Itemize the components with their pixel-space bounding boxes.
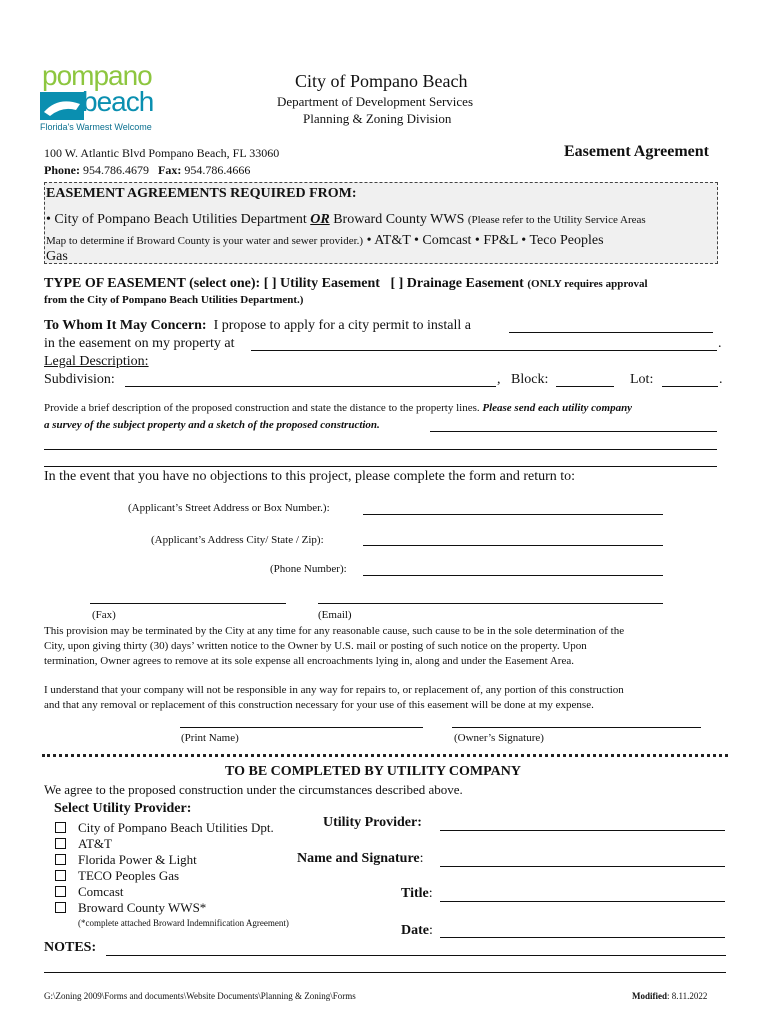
logo-word-beach: beach	[82, 86, 154, 117]
department-name: Department of Development Services	[277, 94, 474, 109]
logo-word-pompano: pompano	[42, 60, 152, 91]
city-title: City of Pompano Beach	[295, 71, 468, 91]
provision-line-2: City, upon giving thirty (30) days’ written notice to the Owner by U.S. mail or posting of such notice on the property. Upon	[44, 640, 587, 652]
lot-period: .	[719, 372, 723, 387]
provision-line-3: termination, Owner agrees to remove at its sole expense all encroachments lying in, along and under the Easement Area.	[44, 655, 574, 667]
description-line-1	[44, 402, 632, 414]
phone-label: Phone:	[44, 163, 80, 177]
fish-icon	[40, 92, 84, 120]
applicant-street-field[interactable]	[363, 514, 663, 515]
applicant-city-label: (Applicant’s Address City/ State / Zip):	[151, 534, 324, 546]
provider-option-comcast: Comcast	[78, 884, 124, 899]
description-instruction: Provide a brief description of the proposed construction and state the distance to the property lines.	[44, 402, 480, 414]
document-title: Easement Agreement	[564, 143, 709, 160]
block-label: Block:	[511, 372, 549, 387]
required-note-2: Map to determine if Broward County is your water and sewer provider.)	[46, 235, 364, 247]
applicant-fax-field[interactable]	[90, 603, 286, 604]
modified-date: : 8.11.2022	[667, 991, 708, 1001]
easement-type-note: (ONLY requires approval	[527, 278, 648, 290]
required-line-2	[46, 233, 604, 249]
checkbox-city[interactable]	[55, 822, 66, 833]
name-signature-label: Name and Signature	[297, 851, 420, 866]
description-field-1[interactable]	[430, 431, 717, 432]
lot-field[interactable]	[662, 386, 718, 387]
easement-type-label: TYPE OF EASEMENT (select one):	[44, 276, 261, 291]
property-period: .	[718, 336, 722, 351]
understand-line-1: I understand that your company will not be responsible in any way for repairs to, or replacement of, any portion of this construction	[44, 684, 624, 696]
easement-type-note-2: from the City of Pompano Beach Utilities Department.)	[44, 294, 304, 306]
subdivision-label: Subdivision:	[44, 372, 115, 387]
checkbox-teco[interactable]	[55, 870, 66, 881]
install-text: I propose to apply for a city permit to install a	[213, 318, 471, 333]
whom-line-1	[44, 318, 471, 334]
name-signature-colon: :	[419, 851, 424, 866]
logo-tagline: Florida's Warmest Welcome	[40, 122, 152, 132]
notes-label: NOTES:	[44, 940, 97, 955]
checkbox-broward[interactable]	[55, 902, 66, 913]
provider-option-teco: TECO Peoples Gas	[78, 868, 180, 883]
print-name-field[interactable]	[180, 727, 423, 728]
block-field[interactable]	[556, 386, 614, 387]
applicant-city-field[interactable]	[363, 545, 663, 546]
description-emphasis-2: a survey of the subject property and a sketch of the proposed construction.	[44, 419, 380, 431]
description-emphasis-1: Please send each utility company	[482, 402, 633, 414]
footer-modified	[632, 991, 707, 1001]
section-divider	[42, 754, 728, 757]
property-text: in the easement on my property at	[44, 336, 235, 351]
description-field-2[interactable]	[44, 449, 717, 450]
fax-label: Fax:	[158, 163, 182, 177]
date-label: Date	[401, 923, 429, 938]
required-providers: • AT&T • Comcast • FP&L • Teco Peoples	[366, 233, 604, 248]
utility-provider-label: Utility Provider:	[323, 815, 422, 830]
lot-label: Lot:	[630, 372, 654, 387]
applicant-street-label: (Applicant’s Street Address or Box Number.):	[128, 502, 330, 514]
modified-label: Modified	[632, 991, 667, 1001]
provision-line-1: This provision may be terminated by the City at any time for any reasonable cause, such cause to be in the sole determination of the	[44, 625, 625, 637]
date-line	[401, 923, 433, 939]
date-colon: :	[429, 923, 433, 938]
notes-field-1[interactable]	[106, 955, 726, 956]
footer-path: G:\Zoning 2009\Forms and documents\Website Documents\Planning & Zoning\Forms	[44, 991, 356, 1001]
provider-option-fpl: Florida Power & Light	[78, 852, 197, 867]
owner-signature-field[interactable]	[452, 727, 701, 728]
print-name-caption: (Print Name)	[181, 732, 239, 744]
checkbox-fpl[interactable]	[55, 854, 66, 865]
contact-line	[44, 163, 250, 178]
fax-caption: (Fax)	[92, 609, 116, 621]
applicant-email-field[interactable]	[318, 603, 663, 604]
name-signature-field[interactable]	[440, 866, 725, 867]
title-line	[401, 886, 433, 902]
applicant-phone-label: (Phone Number):	[270, 563, 347, 575]
required-note-1: (Please refer to the Utility Service Areas	[467, 214, 646, 226]
fax-value: 954.786.4666	[184, 163, 251, 177]
email-caption: (Email)	[318, 609, 352, 621]
utility-provider-field[interactable]	[440, 830, 725, 831]
name-signature-line	[297, 851, 424, 867]
broward-note: (*complete attached Broward Indemnification Agreement)	[78, 918, 289, 928]
legal-description-label: Legal Description:	[44, 354, 149, 369]
required-or: OR	[310, 212, 330, 227]
checkbox-comcast[interactable]	[55, 886, 66, 897]
address: 100 W. Atlantic Blvd Pompano Beach, FL 33060	[44, 146, 280, 160]
objection-text: In the event that you have no objections to this project, please complete the form and return to:	[44, 469, 576, 484]
required-line-1	[46, 212, 646, 228]
phone-value: 954.786.4679	[83, 163, 149, 177]
division-name: Planning & Zoning Division	[303, 111, 452, 126]
required-line-3: Gas	[46, 249, 68, 264]
notes-field-2[interactable]	[44, 972, 726, 973]
applicant-phone-field[interactable]	[363, 575, 663, 576]
description-field-3[interactable]	[44, 466, 717, 467]
utility-agree-text: We agree to the proposed construction under the circumstances described above.	[44, 782, 463, 797]
date-field[interactable]	[440, 937, 725, 938]
utility-section-title: TO BE COMPLETED BY UTILITY COMPANY	[225, 764, 521, 779]
owner-signature-caption: (Owner’s Signature)	[454, 732, 544, 744]
understand-line-2: and that any removal or replacement of this construction necessary for your use of this easement will be done at my expense.	[44, 699, 594, 711]
title-colon: :	[428, 886, 433, 901]
required-city: • City of Pompano Beach Utilities Department	[46, 212, 311, 227]
required-broward: Broward County WWS	[329, 212, 465, 227]
title-label: Title	[401, 886, 429, 901]
select-provider-label: Select Utility Provider:	[54, 801, 192, 816]
provider-option-city: City of Pompano Beach Utilities Dpt.	[78, 820, 274, 835]
salutation: To Whom It May Concern:	[44, 318, 207, 333]
subdivision-comma: ,	[497, 372, 501, 387]
provider-option-att: AT&T	[78, 836, 112, 851]
drainage-easement-option[interactable]: [ ] Drainage Easement	[390, 276, 524, 291]
checkbox-att[interactable]	[55, 838, 66, 849]
pompano-beach-logo	[38, 60, 158, 132]
easement-type-line	[44, 276, 648, 292]
required-title: EASEMENT AGREEMENTS REQUIRED FROM:	[46, 186, 357, 201]
utility-easement-option[interactable]: [ ] Utility Easement	[263, 276, 380, 291]
subdivision-field[interactable]	[125, 386, 496, 387]
provider-option-broward: Broward County WWS*	[78, 900, 207, 915]
property-field[interactable]	[251, 350, 717, 351]
title-field[interactable]	[440, 901, 725, 902]
install-field[interactable]	[509, 332, 713, 333]
